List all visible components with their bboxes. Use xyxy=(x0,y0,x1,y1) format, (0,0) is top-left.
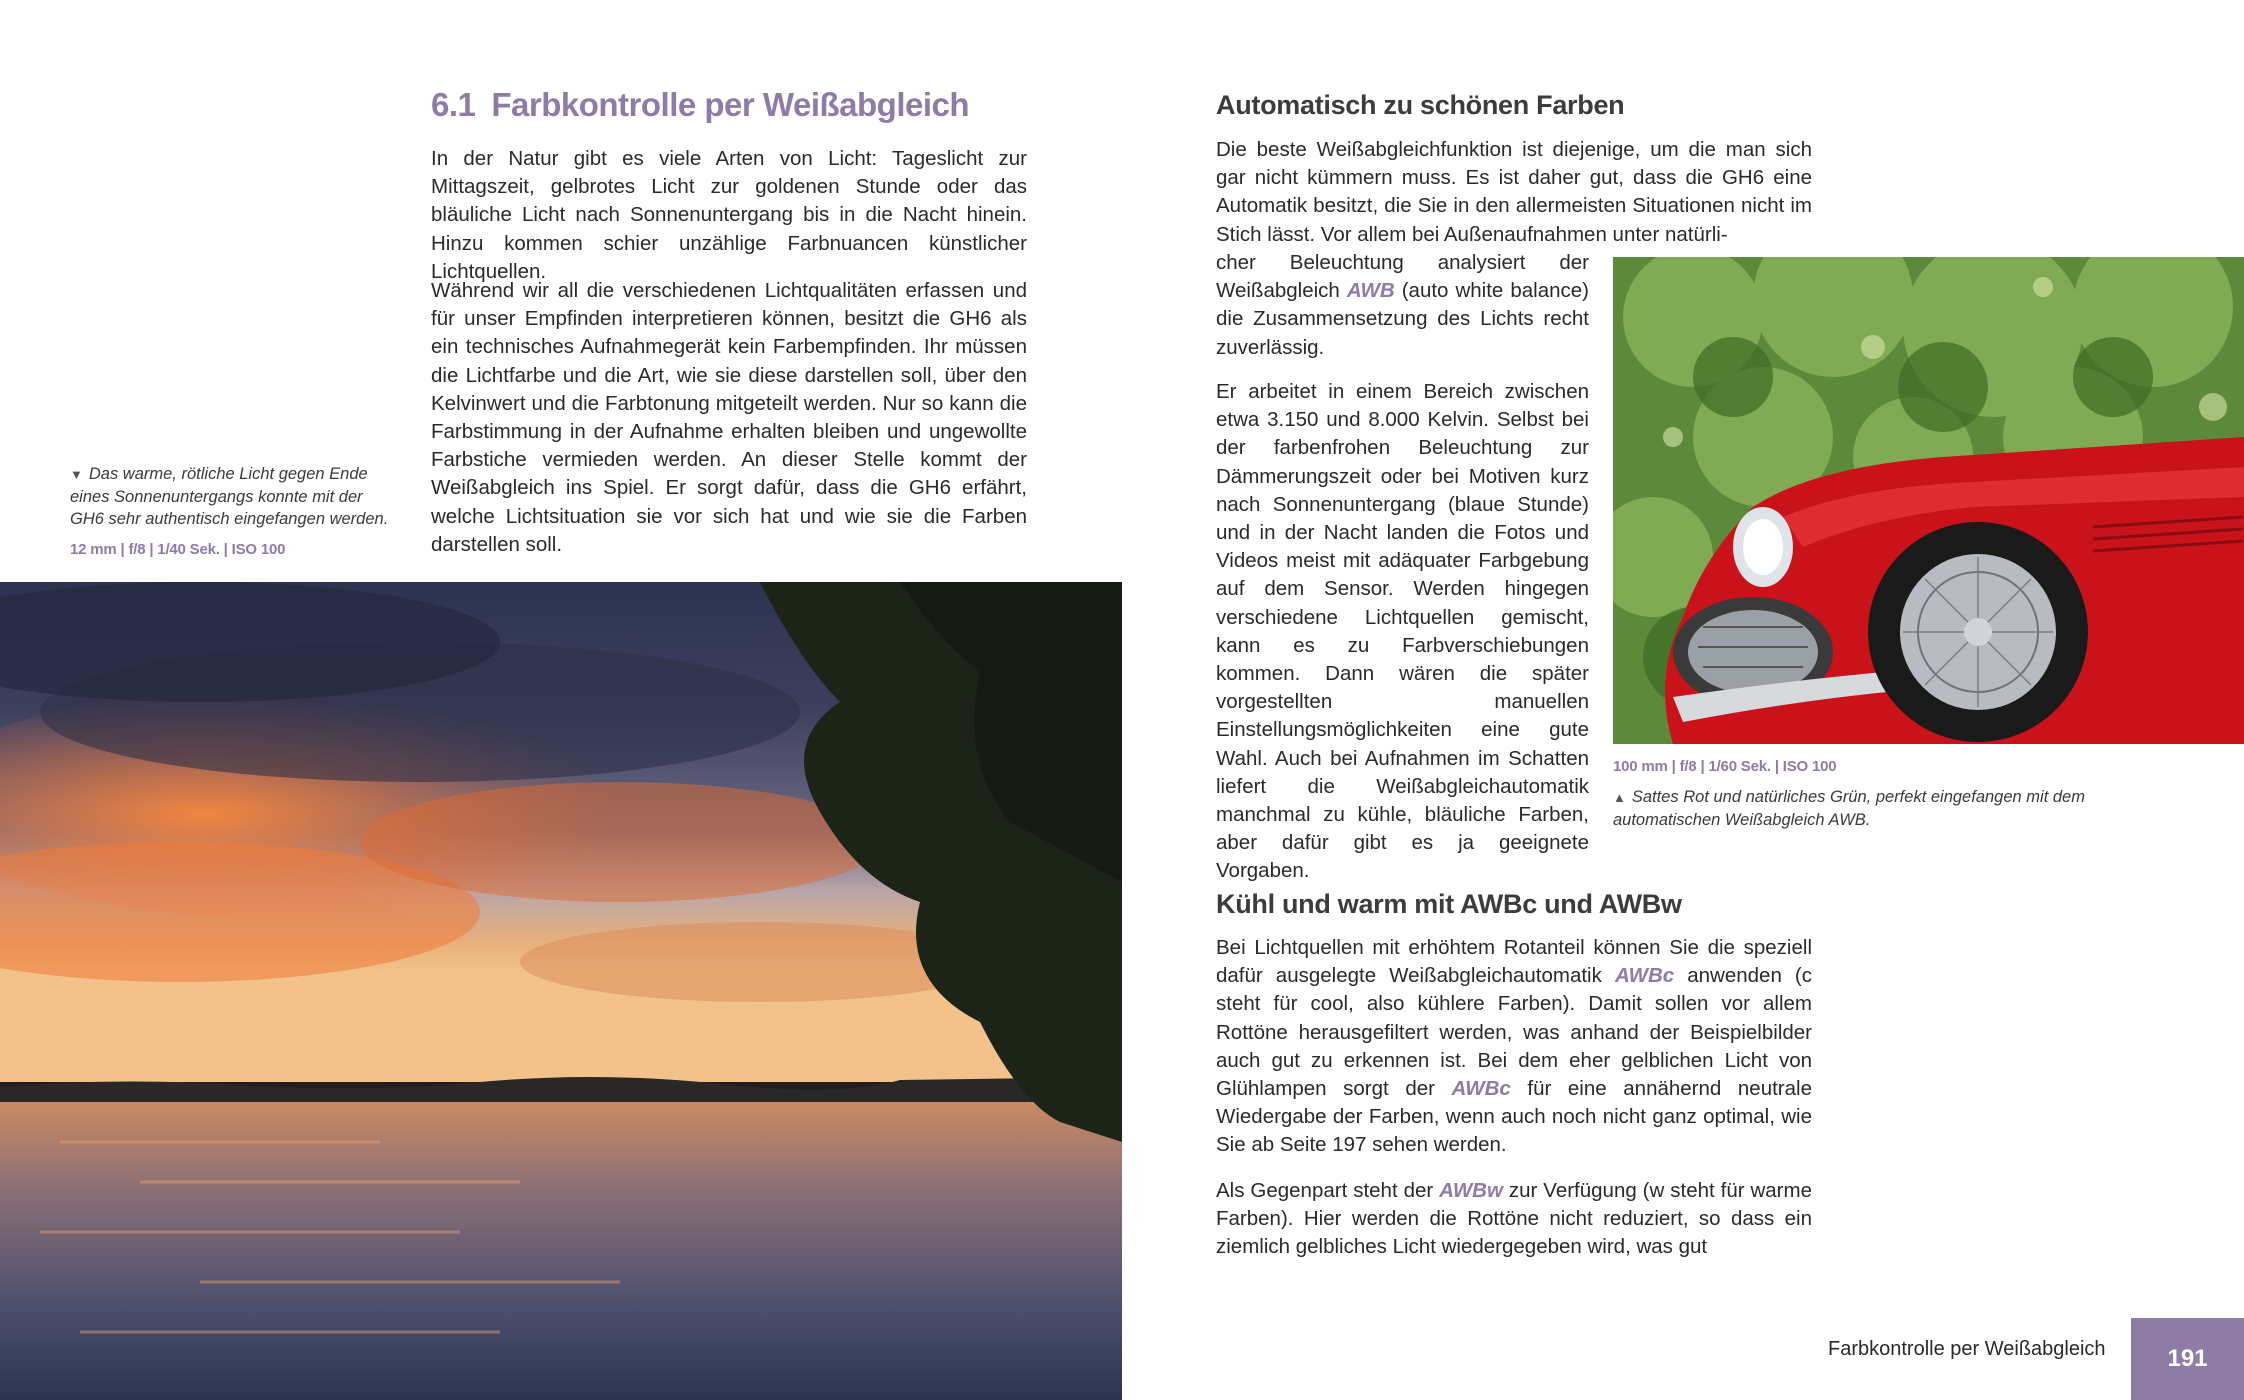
running-footer: Farbkontrolle per Weißabgleich xyxy=(1828,1338,2106,1360)
gh6-paragraph: Während wir all die verschiedenen Lichtqualitäten erfassen und für unser Empfinden interpretieren können, besitzt die GH6 als ein technisches Aufnahmegerät kein Farbempfinden. Ihr müssen die Lichtfarbe und die Art, wie sie diese darstellen soll, über den Kelvinwert und die Farbtonung mitgeteilt werden. Nur so kann die Farbstimmung in der Aufnahme erhalten bleiben und ungewollte Farbstiche vermieden werden. An dieser Stelle kommt der Weißabgleich ins Spiel. Er sorgt dafür, dass die GH6 erfährt, welche Lichtsituation sie vor sich hat und wie sie die Farben darstellen soll. xyxy=(431,279,1027,556)
awbc-text-b: anwenden (c steht für cool, also kühlere Farben). Damit sollen vor allem Rottöne herausgefiltert werden, was anhand der Beispielbilder auch gut zu erkennen ist. Bei dem eher gelblichen Licht von Glühlampen sorgt der xyxy=(1216,964,1812,1101)
section-title xyxy=(431,86,1131,124)
caption-down-arrow-icon: ▼ xyxy=(70,467,83,482)
intro-paragraph: In der Natur gibt es viele Arten von Licht: Tageslicht zur Mittagszeit, gelbrotes Licht zur goldenen Stunde oder das bläuliche Licht nach Sonnenuntergang bis in die Nacht hinein. Hinzu kommen schier unzählige Farbnuancen künstlicher Lichtquellen. xyxy=(431,147,1027,283)
sunset-exif: 12 mm | f/8 | 1/40 Sek. | ISO 100 xyxy=(70,541,286,558)
section-number: 6.1 xyxy=(431,86,476,123)
car-caption xyxy=(1613,786,2173,831)
car-caption-text: Sattes Rot und natürliches Grün, perfekt eingefangen mit dem automatischen Weißabgleich AWB. xyxy=(1613,788,2085,829)
auto-paragraph-1: Die beste Weißabgleichfunktion ist diejenige, um die man sich gar nicht kümmern muss. Es ist daher gut, dass die GH6 eine Automatik besitzt, die Sie in den allermeisten Situationen nicht im Stich lässt. Vor allem bei Außenaufnahmen unter natürli- xyxy=(1216,138,1812,246)
awbc-paragraph xyxy=(1216,934,1812,1160)
heading-auto-colors: Automatisch zu schönen Farben xyxy=(1216,90,1625,120)
red-car-photo xyxy=(1613,257,2244,744)
awbc-label: AWBc xyxy=(1614,964,1675,988)
car-exif: 100 mm | f/8 | 1/60 Sek. | ISO 100 xyxy=(1613,758,1837,775)
sunset-lake-image xyxy=(0,582,1122,1400)
kelvin-paragraph: Er arbeitet in einem Bereich zwischen etwa 3.150 und 8.000 Kelvin. Selbst bei der farbenfrohen Beleuchtung zur Dämmerungszeit oder bei Motiven kurz nach Sonnenuntergang (blaue Stunde) und in der Nacht landen die Fotos und Videos meist mit adäquater Farbgebung auf dem Sensor. Werden hingegen verschiedene Lichtquellen gemischt, kann es zu Farbverschiebungen kommen. Dann wären die später vorgestellten manuellen Einstellungsmöglichkeiten eine gute Wahl. Auch bei Aufnahmen im Schatten liefert die Weißabgleichautomatik manchmal zu kühle, bläuliche Farben, aber dafür gibt es ja geeignete Vorgaben. xyxy=(1216,380,1589,883)
awbc-text-c: für eine annähernd neutrale Wiedergabe der Farben, wenn auch noch nicht ganz optimal, wie Sie ab Seite 197 sehen werden. xyxy=(1216,1077,1812,1157)
page-number: 191 xyxy=(2131,1318,2244,1400)
awbc-text-a: Bei Lichtquellen mit erhöhtem Rotanteil können Sie die speziell dafür ausgelegte Weißabgleichautomatik xyxy=(1216,936,1812,988)
awbw-paragraph xyxy=(1216,1177,1812,1262)
red-car-image xyxy=(1613,257,2244,744)
section-title-text: Farbkontrolle per Weißabgleich xyxy=(491,86,970,123)
awbw-text-b: zur Verfügung (w steht für warme Farben). Hier werden die Rottöne nicht reduziert, so dass ein ziemlich gelbliches Licht wiedergegeben wird, was gut xyxy=(1216,1179,1812,1259)
auto-para-text-b: (auto white balance) die Zusammensetzung des Lichts recht zuverlässig. xyxy=(1216,279,1589,359)
auto-paragraph-1-cont xyxy=(1216,249,1589,362)
sunset-lake-photo xyxy=(0,582,1122,1400)
awbw-text-a: Als Gegenpart steht der xyxy=(1216,1179,1440,1202)
heading-cool-warm: Kühl und warm mit AWBc und AWBw xyxy=(1216,889,1682,919)
awbc-label-2: AWBc xyxy=(1451,1077,1511,1101)
awbw-label: AWBw xyxy=(1439,1179,1503,1202)
auto-para-text-a: cher Beleuchtung analysiert der Weißabgleich xyxy=(1216,251,1589,303)
awb-label: AWB xyxy=(1346,279,1395,303)
sunset-caption-text: Das warme, rötliche Licht gegen Ende eines Sonnenuntergangs konnte mit der GH6 sehr authentisch eingefangen werden. xyxy=(70,465,389,528)
caption-up-arrow-icon: ▲ xyxy=(1613,790,1626,805)
sunset-caption xyxy=(70,463,395,530)
